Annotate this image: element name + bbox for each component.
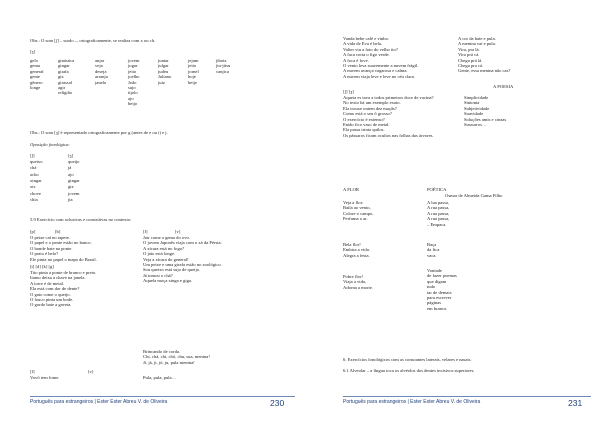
sentence-line: O gordo bate a gaveta. — [30, 302, 72, 308]
sentence-line: Um peixe e uma girafa estão no zoológico. — [143, 262, 222, 268]
verse-line: Suavidade — [464, 111, 484, 117]
g-j-word: girafa — [58, 68, 69, 74]
g-j-word: gema — [30, 63, 40, 69]
sentence-line: A foca é fove. — [343, 57, 369, 63]
sentence-line: Jair come a gema do ovo. — [143, 235, 190, 240]
verse-line: – Empaca. — [427, 221, 447, 227]
poesia-phoneme-head: [ʃ] [ʒ] — [343, 89, 354, 94]
g-j-word: canjica — [216, 68, 230, 74]
g-j-word: Juliano — [158, 74, 172, 80]
footer-rule — [30, 396, 295, 397]
g-j-word: arranja — [95, 74, 108, 80]
sentence-line: Ela passa trinta quilos. — [343, 127, 385, 133]
ctx-right-sentences — [143, 235, 222, 284]
poesia-verse — [464, 95, 506, 127]
poetica-title: POÉTICA — [427, 187, 447, 192]
verse-line: Gente, essa menina não cas? — [458, 68, 511, 74]
oposicao-word: chá — [30, 165, 37, 171]
sentence-line: O peixe caí no tapete. — [30, 235, 70, 240]
verse-line: Simplicidade — [464, 95, 489, 100]
sentence-line: Ele pinta no papel o mapa do Brasil. — [30, 256, 97, 262]
verse-line: Vira prá cá. — [458, 52, 480, 58]
g-j-word: jovem — [128, 58, 140, 63]
g-j-word: deseja — [95, 68, 107, 74]
verse-line: Chi, chá, chi, chó, chu, sua, menina! — [143, 354, 210, 360]
g-j-word: jejum — [188, 58, 199, 63]
ctx-head-p: [p] — [30, 229, 36, 234]
g-j-word: juntar — [158, 58, 169, 63]
verse-line: Bela flor! — [343, 242, 361, 247]
g-j-word: sujo — [128, 85, 136, 91]
g-j-word-column — [58, 58, 74, 96]
exercise-6-heading: 6. Exercícios fonológicos com as consoantes laterais, velares e nasais. — [343, 357, 472, 362]
poesia-sentences — [343, 95, 434, 138]
sentence-line: No texto há um exemplo exato. — [343, 100, 401, 106]
exercise-6-1-heading: 6.1 Alveolar – a língua toca os alvéolos dos dentes incisivos superiores. — [343, 368, 475, 373]
g-j-word: gente — [30, 74, 40, 80]
oposicao-word: acho — [30, 171, 39, 177]
g-j-word: hoje — [188, 74, 196, 80]
verse-line: Viaja a vida, — [343, 279, 367, 285]
g-j-word: girassol — [58, 79, 73, 85]
g-j-word: jogar — [128, 63, 138, 69]
verse-line: Subjetividade — [464, 105, 490, 111]
verse-line: Vontade — [427, 268, 442, 273]
bottom-head-v: [v] — [88, 369, 94, 374]
sentence-line: Então fico vaso de metal. — [343, 122, 390, 128]
g-j-word: veja — [95, 63, 103, 69]
sentence-line: O louco pinta um bode. — [30, 297, 74, 303]
sentence-line: A xícara está no fogo? — [143, 245, 185, 251]
poesia-title: A POESIA — [493, 84, 514, 89]
g-j-word: anjar — [95, 58, 105, 63]
op-head-sh: [ʃ] — [30, 153, 35, 158]
verse-line: Vira, pra lá. — [458, 46, 480, 52]
g-j-word: agir — [58, 85, 66, 91]
g-j-word: João — [128, 79, 137, 85]
g-j-word: jiboia — [216, 58, 227, 63]
oposicao-word: ajo — [68, 171, 74, 177]
brincando-verse — [143, 349, 210, 365]
g-j-word: beijo — [128, 101, 138, 107]
verse-line: Soluções amis e cinzas — [464, 116, 507, 122]
phoneme-zh-header: [ʒ] — [30, 49, 36, 54]
oposicao-word: xingar — [30, 177, 42, 183]
poetica-verse-2 — [427, 242, 439, 258]
ctx-head-b: [b] — [55, 229, 61, 234]
ctx-left-sentences-1 — [30, 235, 97, 262]
g-j-word: juiz — [158, 79, 165, 85]
verse-line: da fica — [427, 247, 440, 253]
sentence-line: O jato está longe. — [143, 251, 176, 257]
exercise-5-9-heading: 5.9 Exercício com oclusivas e constritivas no contexto: — [30, 217, 132, 222]
verse-line: A cor da bate e pula. — [458, 36, 496, 41]
obs-x-ch-note: Obs.: O som [ʃ] – surdo –, ortograficamente, se realiza com x ou ch. — [30, 38, 156, 43]
oposicao-word: gingar — [68, 177, 80, 183]
verse-line: em branco. — [427, 305, 448, 311]
verse-line: tar de demais — [427, 289, 452, 295]
footer-text: Português para estrangeiros | Ester Ester Abreu V. de Oliveira — [30, 399, 168, 405]
g-j-word: julgar — [158, 63, 169, 69]
g-j-word: ginástica — [58, 58, 75, 63]
verse-line: Perfuma o ar. — [343, 216, 368, 222]
g-j-word: beije — [188, 79, 197, 85]
sentence-line: O bonde bate na ponte. — [30, 245, 73, 251]
g-j-word-column — [188, 58, 199, 85]
ctx-left-sentences-2 — [30, 270, 96, 308]
g-j-word-column — [128, 58, 139, 107]
g-j-word: jeito — [128, 68, 137, 74]
bela-verse — [343, 242, 370, 258]
verse-line: Baila ao vento, — [343, 205, 371, 211]
g-j-word-column — [95, 58, 108, 85]
g-j-word: gingar — [58, 63, 70, 69]
verse-line: A rua passa, — [427, 216, 450, 222]
verse-line: A rua passa, — [427, 210, 450, 216]
verse-line: tudo — [427, 284, 436, 290]
sentence-line: O jovem Japonês viaja com o xá da Pérsia. — [143, 240, 222, 246]
verse-line: Ji, já, ji, jó, ju, pula menina! — [143, 359, 195, 365]
sentence-line: Como está o seu ô grosso? — [343, 111, 392, 117]
g-j-word: janela — [95, 79, 106, 85]
bottom-sentence-left: Vovô tem fome. — [30, 375, 60, 380]
verse-line: A lua passa, — [427, 200, 450, 205]
verse-line: que digam — [427, 278, 447, 284]
poetica-verse-3 — [427, 268, 457, 311]
bottom-head-f: [f] — [30, 369, 35, 374]
sentence-line: A vida de Eva é bela. — [343, 41, 383, 47]
g-j-word: religião — [58, 90, 73, 96]
page-number: 230 — [270, 398, 285, 408]
g-j-word: giz — [58, 74, 64, 80]
oposicao-word: giz — [68, 184, 74, 190]
g-j-word: joelho — [128, 74, 140, 80]
verse-line: para escrever — [427, 295, 452, 301]
sentence-line: Os pássaros ficam ocultos nas folhas das árvores. — [343, 132, 434, 138]
verse-line: de fazer poemas — [427, 273, 457, 279]
g-j-word: gelo — [30, 58, 38, 63]
verse-line: Veja a flor: — [343, 200, 364, 205]
oposicao-word: queixo — [30, 159, 43, 164]
ctx-head-f: [f] — [143, 229, 148, 234]
v-f-sentences — [343, 36, 418, 79]
sentence-line: Já tomou o chá? — [143, 272, 173, 278]
sentence-line: Aqueia es tava a todos primeiros doce de vacina? — [343, 95, 434, 100]
oposicao-word: já — [68, 165, 72, 171]
page-number: 231 — [568, 398, 583, 408]
verse-line: A rua passa, — [427, 205, 450, 211]
sentence-line: Itamo deixa a chave na janela. — [30, 275, 86, 281]
verse-line: vaca. — [427, 252, 437, 258]
g-j-word: longe — [30, 85, 41, 91]
oposicao-word: xis — [30, 184, 36, 190]
g-j-word-column — [158, 58, 171, 85]
sentence-line: Vanda bebe café e vinho. — [343, 36, 390, 41]
bottom-sentence-right: Pula, pula, pula… — [143, 375, 177, 380]
g-j-word: general — [30, 68, 44, 74]
verse-line: Chega prá lá. — [458, 57, 483, 63]
verse-line: Alegra a festa. — [343, 252, 370, 258]
g-j-word: tijolo — [128, 90, 138, 96]
oposicao-word: jovem — [68, 190, 80, 196]
oposicao-word: chia — [30, 196, 38, 202]
verse-line: Baça — [427, 242, 437, 247]
verse-line: A menina vai e pula. — [458, 41, 496, 47]
sentence-line: O gato come o queijo. — [30, 291, 71, 297]
obs-g-j-note: Obs.: O som [ʒ] é representado ortograficamente por g (antes de e ou i) e j. — [30, 130, 168, 135]
g-j-word-column — [216, 58, 230, 74]
sentence-line: Aquela moça xinga e giga. — [143, 278, 193, 284]
oposicao-heading: Oposição fonológica: — [30, 142, 70, 147]
oposicao-word: queijo — [68, 159, 80, 164]
sentence-line: Tito pinta a ponte de branco e preto. — [30, 270, 97, 275]
verse-line: páginas — [427, 300, 442, 306]
verse-line: Chega pra cá. — [458, 63, 484, 69]
sentence-line: Ela trouxe ontem dez maçãs? — [343, 105, 397, 111]
g-j-word: judeu — [158, 68, 169, 74]
sentence-line: A nuvem viaja leve e leve no céu claro. — [343, 73, 416, 79]
sentence-line: O exercício é extenso? — [343, 116, 385, 122]
g-j-word: gênero — [30, 79, 43, 85]
ctx-left-2-head: [t] [d] [k] [g] — [30, 264, 54, 269]
oposicao-word: jia — [68, 196, 73, 202]
right-page — [300, 0, 600, 424]
verse-line: Embira a vida. — [343, 247, 370, 253]
flor-title: A FLOR — [343, 187, 359, 192]
verse-line: Colore o campo, — [343, 210, 374, 216]
verse-line: Adorna a morte. — [343, 284, 373, 290]
verse-line: Sussurros… — [464, 122, 487, 128]
sentence-line: A nuvem avança vagarosa e calma. — [343, 68, 408, 74]
g-j-word: jiu-jitsu — [216, 63, 231, 69]
footer-rule — [343, 396, 591, 397]
pobre-verse — [343, 274, 373, 290]
sentence-line: Ela está com dor de dente? — [30, 286, 80, 292]
sentence-line: A torre é de metal. — [30, 280, 65, 286]
verse-line: Pobre flor! — [343, 274, 364, 279]
sentence-line: Veja a xícara do general! — [143, 256, 189, 262]
g-j-word: jeito — [188, 63, 197, 69]
sentence-line: O vento leva suavemente a nuvem frágil. — [343, 63, 419, 69]
sentence-line: O papel e o pente estão no banco. — [30, 240, 92, 246]
op-head-zh: [ʒ] — [68, 153, 74, 158]
g-j-word-column — [30, 58, 44, 90]
verse-line: Brincando de corda. — [143, 349, 181, 354]
g-j-word: ajo — [128, 95, 134, 101]
oposicao-word: chove — [30, 190, 41, 196]
sentence-line: A faca corta o figo verde. — [343, 52, 390, 58]
sentence-line: O prato é belo? — [30, 251, 59, 257]
sentence-line: Sou queixo está sujo de queijo. — [143, 267, 201, 273]
v-f-verse — [458, 36, 510, 74]
g-j-word: jornel — [188, 68, 199, 74]
author-name: Osmar de Almeida Gama Filho — [445, 193, 503, 198]
verse-line: Sintonia — [464, 100, 480, 106]
flor-verse — [343, 200, 374, 222]
poetica-verse-1 — [427, 200, 449, 227]
footer-text: Português para estrangeiros | Ester Ester Abreu V. de Oliveira — [343, 399, 481, 405]
sentence-line: Valter viu a foto do velho tio? — [343, 46, 398, 52]
ctx-head-v: [v] — [175, 229, 181, 234]
